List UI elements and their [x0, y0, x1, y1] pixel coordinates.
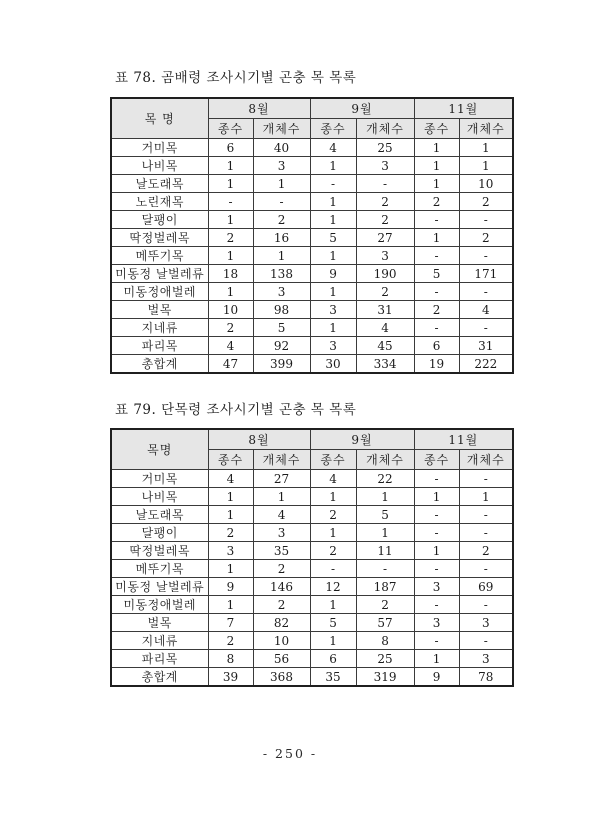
- count-cell: 35: [310, 668, 356, 687]
- count-cell: 4: [208, 337, 253, 355]
- count-cell: 2: [356, 211, 414, 229]
- column-header-november: 11월: [414, 429, 513, 450]
- count-cell: -: [459, 560, 513, 578]
- count-cell: 10: [253, 632, 310, 650]
- count-cell: 2: [414, 193, 459, 211]
- table-row: [111, 139, 513, 157]
- count-cell: 1: [310, 524, 356, 542]
- count-cell: 187: [356, 578, 414, 596]
- count-cell: 5: [414, 265, 459, 283]
- count-cell: 1: [414, 175, 459, 193]
- order-name-cell: 미동정애벌레: [111, 283, 208, 301]
- count-cell: 1: [414, 488, 459, 506]
- table-78-body: [111, 139, 513, 374]
- count-cell: 78: [459, 668, 513, 687]
- count-cell: 1: [208, 211, 253, 229]
- count-cell: 30: [310, 355, 356, 374]
- count-cell: 57: [356, 614, 414, 632]
- count-cell: -: [310, 560, 356, 578]
- table-row: [111, 542, 513, 560]
- count-cell: 27: [253, 470, 310, 488]
- count-cell: 1: [459, 157, 513, 175]
- table-row: [111, 247, 513, 265]
- count-cell: 1: [208, 247, 253, 265]
- column-header-species-count: 종수: [414, 119, 459, 139]
- count-cell: 1: [310, 157, 356, 175]
- table-row: [111, 488, 513, 506]
- count-cell: 1: [459, 139, 513, 157]
- count-cell: -: [414, 319, 459, 337]
- count-cell: 4: [356, 319, 414, 337]
- table-row: [111, 229, 513, 247]
- column-header-species-count: 종수: [208, 450, 253, 470]
- table-79-header: [111, 429, 513, 470]
- count-cell: 6: [414, 337, 459, 355]
- column-header-individual-count: 개체수: [356, 119, 414, 139]
- count-cell: -: [414, 524, 459, 542]
- count-cell: 1: [356, 488, 414, 506]
- count-cell: 1: [414, 650, 459, 668]
- count-cell: 1: [208, 157, 253, 175]
- count-cell: 4: [459, 301, 513, 319]
- column-header-individual-count: 개체수: [356, 450, 414, 470]
- order-name-cell: 달팽이: [111, 211, 208, 229]
- count-cell: 8: [208, 650, 253, 668]
- order-name-cell: 지네류: [111, 319, 208, 337]
- table-row: [111, 596, 513, 614]
- table-row: [111, 614, 513, 632]
- order-name-cell: 총합계: [111, 668, 208, 687]
- count-cell: 334: [356, 355, 414, 374]
- count-cell: 190: [356, 265, 414, 283]
- order-name-cell: 지네류: [111, 632, 208, 650]
- table-row: [111, 175, 513, 193]
- count-cell: 2: [310, 506, 356, 524]
- count-cell: -: [459, 247, 513, 265]
- count-cell: 1: [310, 193, 356, 211]
- table-row: [111, 265, 513, 283]
- count-cell: 2: [253, 596, 310, 614]
- count-cell: -: [414, 470, 459, 488]
- count-cell: -: [414, 247, 459, 265]
- count-cell: 3: [414, 614, 459, 632]
- count-cell: 3: [310, 301, 356, 319]
- count-cell: 2: [208, 632, 253, 650]
- column-header-individual-count: 개체수: [253, 450, 310, 470]
- column-header-individual-count: 개체수: [253, 119, 310, 139]
- count-cell: 31: [459, 337, 513, 355]
- order-name-cell: 미동정 날벌레류: [111, 265, 208, 283]
- table-row: [111, 319, 513, 337]
- table-row: [111, 470, 513, 488]
- count-cell: 6: [310, 650, 356, 668]
- count-cell: 69: [459, 578, 513, 596]
- column-header-september: 9월: [310, 98, 414, 119]
- count-cell: 16: [253, 229, 310, 247]
- count-cell: -: [253, 193, 310, 211]
- count-cell: 1: [253, 488, 310, 506]
- column-header-species-count: 종수: [414, 450, 459, 470]
- count-cell: 9: [208, 578, 253, 596]
- count-cell: -: [414, 283, 459, 301]
- column-header-september: 9월: [310, 429, 414, 450]
- count-cell: 368: [253, 668, 310, 687]
- table-78-insect-orders: [110, 97, 514, 374]
- count-cell: -: [459, 211, 513, 229]
- order-name-cell: 파리목: [111, 650, 208, 668]
- count-cell: 3: [208, 542, 253, 560]
- count-cell: -: [459, 319, 513, 337]
- count-cell: 18: [208, 265, 253, 283]
- column-header-individual-count: 개체수: [459, 450, 513, 470]
- table-row: [111, 506, 513, 524]
- count-cell: -: [459, 524, 513, 542]
- count-cell: 5: [310, 614, 356, 632]
- order-name-cell: 달팽이: [111, 524, 208, 542]
- count-cell: 7: [208, 614, 253, 632]
- count-cell: 39: [208, 668, 253, 687]
- count-cell: 1: [208, 175, 253, 193]
- order-name-cell: 딱정벌레목: [111, 542, 208, 560]
- count-cell: 4: [253, 506, 310, 524]
- count-cell: 1: [310, 632, 356, 650]
- table-row: [111, 560, 513, 578]
- count-cell: -: [459, 632, 513, 650]
- count-cell: 1: [310, 247, 356, 265]
- count-cell: 319: [356, 668, 414, 687]
- count-cell: 2: [310, 542, 356, 560]
- table-78-header: [111, 98, 513, 139]
- column-header-individual-count: 개체수: [459, 119, 513, 139]
- count-cell: -: [414, 211, 459, 229]
- count-cell: 1: [253, 175, 310, 193]
- count-cell: -: [414, 596, 459, 614]
- count-cell: 1: [208, 506, 253, 524]
- count-cell: 3: [253, 524, 310, 542]
- count-cell: 10: [208, 301, 253, 319]
- count-cell: 1: [414, 139, 459, 157]
- page-number: - 250 -: [262, 746, 318, 761]
- count-cell: 2: [356, 193, 414, 211]
- count-cell: 2: [459, 229, 513, 247]
- count-cell: 25: [356, 139, 414, 157]
- count-cell: 19: [414, 355, 459, 374]
- count-cell: 2: [356, 283, 414, 301]
- count-cell: 2: [459, 193, 513, 211]
- count-cell: 2: [459, 542, 513, 560]
- count-cell: 47: [208, 355, 253, 374]
- count-cell: 1: [414, 157, 459, 175]
- count-cell: 5: [356, 506, 414, 524]
- order-name-cell: 미동정 날벌레류: [111, 578, 208, 596]
- count-cell: 2: [208, 229, 253, 247]
- order-name-cell: 파리목: [111, 337, 208, 355]
- count-cell: 11: [356, 542, 414, 560]
- count-cell: 1: [310, 596, 356, 614]
- count-cell: 5: [310, 229, 356, 247]
- count-cell: -: [208, 193, 253, 211]
- column-header-species-count: 종수: [310, 450, 356, 470]
- count-cell: 8: [356, 632, 414, 650]
- count-cell: 31: [356, 301, 414, 319]
- count-cell: 3: [414, 578, 459, 596]
- count-cell: 1: [208, 488, 253, 506]
- count-cell: -: [414, 506, 459, 524]
- count-cell: 2: [253, 560, 310, 578]
- count-cell: -: [414, 632, 459, 650]
- count-cell: 1: [208, 560, 253, 578]
- order-name-cell: 미동정애벌레: [111, 596, 208, 614]
- order-name-cell: 날도래목: [111, 506, 208, 524]
- count-cell: 5: [253, 319, 310, 337]
- count-cell: 1: [253, 247, 310, 265]
- count-cell: 1: [208, 596, 253, 614]
- order-name-cell: 딱정벌레목: [111, 229, 208, 247]
- order-name-cell: 거미목: [111, 470, 208, 488]
- order-name-cell: 날도래목: [111, 175, 208, 193]
- order-name-cell: 노린재목: [111, 193, 208, 211]
- count-cell: 1: [208, 283, 253, 301]
- table-row: [111, 337, 513, 355]
- count-cell: -: [459, 470, 513, 488]
- count-cell: -: [459, 596, 513, 614]
- table-row: [111, 301, 513, 319]
- order-name-cell: 거미목: [111, 139, 208, 157]
- count-cell: 98: [253, 301, 310, 319]
- count-cell: 10: [459, 175, 513, 193]
- table-row: [111, 578, 513, 596]
- column-header-order-name: 목 명: [111, 98, 208, 139]
- order-name-cell: 메뚜기목: [111, 560, 208, 578]
- count-cell: 92: [253, 337, 310, 355]
- count-cell: 3: [253, 157, 310, 175]
- count-cell: 40: [253, 139, 310, 157]
- order-name-cell: 나비목: [111, 488, 208, 506]
- order-name-cell: 나비목: [111, 157, 208, 175]
- table-row: [111, 355, 513, 374]
- count-cell: 3: [459, 650, 513, 668]
- column-header-species-count: 종수: [208, 119, 253, 139]
- table-row: [111, 283, 513, 301]
- count-cell: 4: [310, 470, 356, 488]
- count-cell: 4: [310, 139, 356, 157]
- count-cell: 222: [459, 355, 513, 374]
- count-cell: 25: [356, 650, 414, 668]
- count-cell: 9: [310, 265, 356, 283]
- count-cell: 1: [310, 319, 356, 337]
- count-cell: -: [459, 283, 513, 301]
- count-cell: -: [356, 560, 414, 578]
- count-cell: 1: [414, 542, 459, 560]
- count-cell: 45: [356, 337, 414, 355]
- table-row: [111, 157, 513, 175]
- count-cell: 2: [253, 211, 310, 229]
- count-cell: 3: [356, 247, 414, 265]
- count-cell: -: [459, 506, 513, 524]
- column-header-order-name: 목명: [111, 429, 208, 470]
- table-row: [111, 668, 513, 687]
- count-cell: 22: [356, 470, 414, 488]
- table-row: [111, 211, 513, 229]
- column-header-august: 8월: [208, 98, 310, 119]
- count-cell: 1: [310, 283, 356, 301]
- count-cell: 1: [310, 488, 356, 506]
- count-cell: 138: [253, 265, 310, 283]
- column-header-species-count: 종수: [310, 119, 356, 139]
- count-cell: 3: [253, 283, 310, 301]
- count-cell: 35: [253, 542, 310, 560]
- count-cell: 2: [208, 524, 253, 542]
- count-cell: 4: [208, 470, 253, 488]
- count-cell: 2: [414, 301, 459, 319]
- count-cell: 399: [253, 355, 310, 374]
- count-cell: 82: [253, 614, 310, 632]
- count-cell: 9: [414, 668, 459, 687]
- table-79-insect-orders: [110, 428, 514, 687]
- count-cell: -: [414, 560, 459, 578]
- column-header-november: 11월: [414, 98, 513, 119]
- table-row: [111, 524, 513, 542]
- count-cell: 2: [208, 319, 253, 337]
- count-cell: 2: [356, 596, 414, 614]
- table-79-body: [111, 470, 513, 687]
- order-name-cell: 벌목: [111, 301, 208, 319]
- count-cell: 12: [310, 578, 356, 596]
- count-cell: 1: [310, 211, 356, 229]
- count-cell: 3: [310, 337, 356, 355]
- order-name-cell: 총합계: [111, 355, 208, 374]
- count-cell: 1: [414, 229, 459, 247]
- count-cell: 171: [459, 265, 513, 283]
- table-79-caption: 표 79. 단목령 조사시기별 곤충 목 목록: [115, 402, 357, 418]
- column-header-august: 8월: [208, 429, 310, 450]
- count-cell: 1: [356, 524, 414, 542]
- count-cell: 146: [253, 578, 310, 596]
- count-cell: 6: [208, 139, 253, 157]
- count-cell: 3: [459, 614, 513, 632]
- count-cell: -: [356, 175, 414, 193]
- count-cell: 1: [459, 488, 513, 506]
- table-row: [111, 650, 513, 668]
- count-cell: 3: [356, 157, 414, 175]
- count-cell: 56: [253, 650, 310, 668]
- table-row: [111, 632, 513, 650]
- order-name-cell: 메뚜기목: [111, 247, 208, 265]
- table-78-caption: 표 78. 곰배령 조사시기별 곤충 목 목록: [115, 70, 357, 86]
- count-cell: -: [310, 175, 356, 193]
- table-row: [111, 193, 513, 211]
- order-name-cell: 벌목: [111, 614, 208, 632]
- count-cell: 27: [356, 229, 414, 247]
